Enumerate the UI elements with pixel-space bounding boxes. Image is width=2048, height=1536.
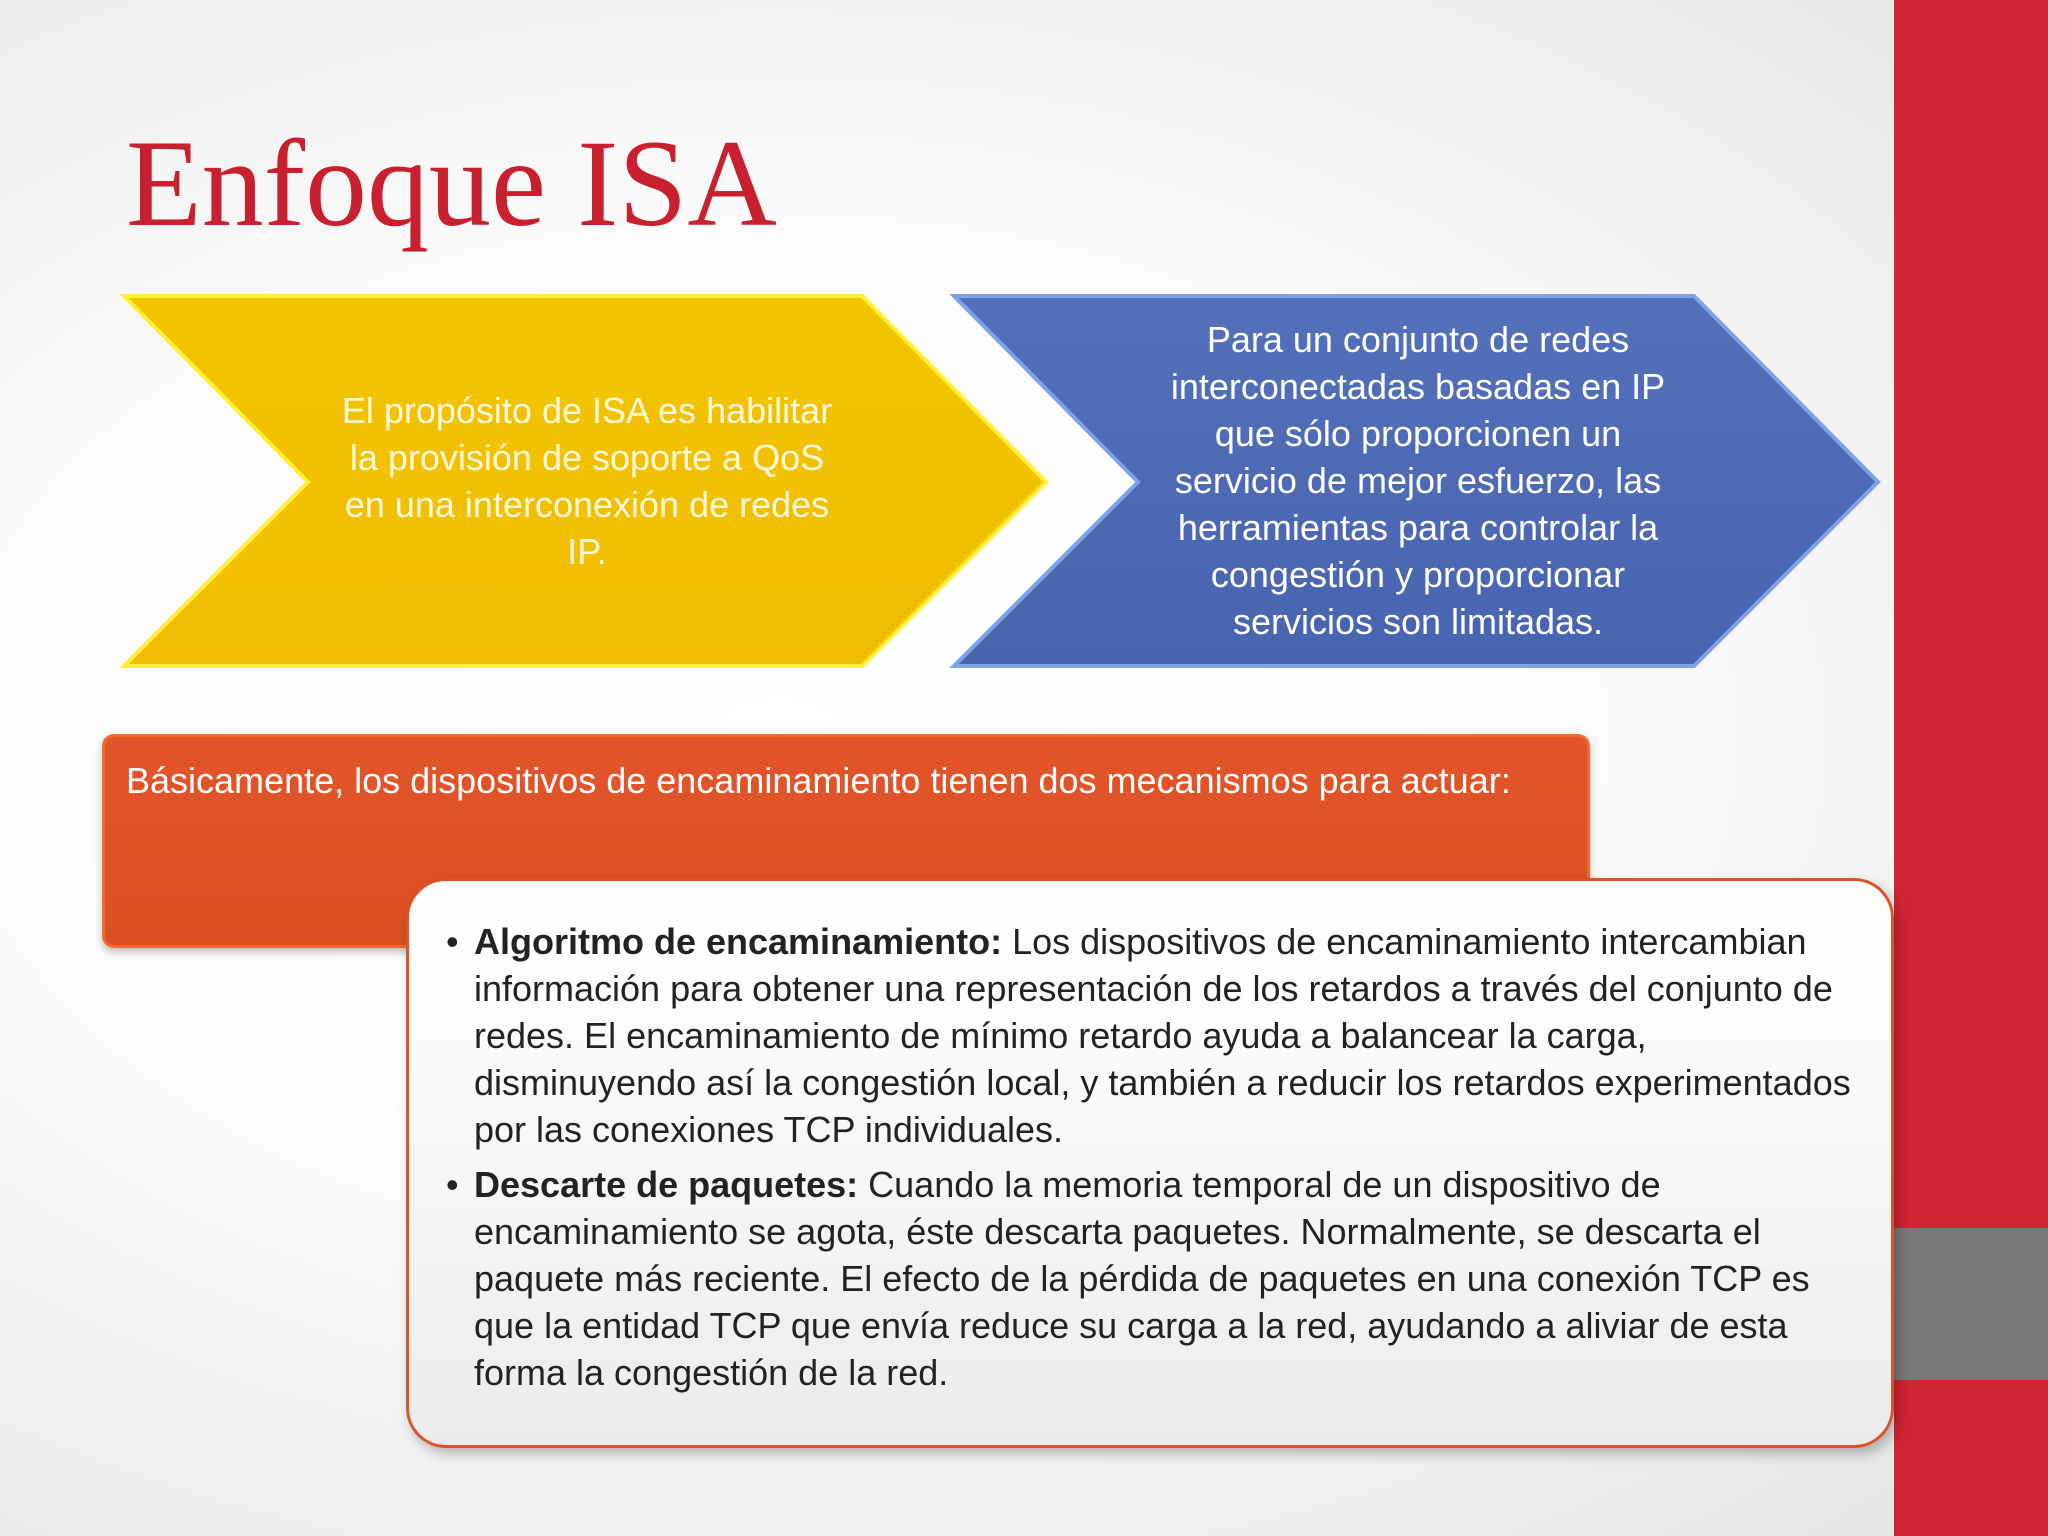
chevron-limitations-line: servicio de mejor esfuerzo, las bbox=[1174, 459, 1662, 501]
chevron-limitations-line: congestión y proporcionar bbox=[1210, 553, 1626, 595]
chevron-purpose-line: en una interconexión de redes bbox=[344, 484, 830, 525]
mechanism-description: Cuando la memoria temporal de un dispositivo de encaminamiento se agota, éste descarta paquetes. Normalmente, se descarta el paquete más reciente. El efecto de la pérdida de paquetes en una conexión TCP es que la entidad TCP que envía reduce su carga a la red, ayudando a aliviar de esta forma la congestión de la red. bbox=[474, 1164, 1810, 1393]
mechanism-term: Descarte de paquetes: bbox=[474, 1164, 859, 1205]
chevron-limitations-line: interconectadas basadas en IP bbox=[1170, 365, 1666, 407]
chevron-purpose-line: IP. bbox=[567, 531, 607, 572]
chevron-limitations-line: herramientas para controlar la bbox=[1177, 506, 1659, 548]
slide-title: Enfoque ISA bbox=[126, 115, 777, 252]
mechanisms-list bbox=[446, 918, 1866, 1404]
chevron-limitations-line: Para un conjunto de redes bbox=[1206, 318, 1630, 360]
chevron-purpose-text bbox=[312, 360, 862, 602]
mechanisms-intro: Básicamente, los dispositivos de encaminamiento tienen dos mecanismos para actuar: bbox=[126, 760, 1511, 801]
bullet-icon: • bbox=[446, 1164, 459, 1205]
chevron-limitations-text bbox=[1140, 310, 1696, 650]
chevron-purpose-line: la provisión de soporte a QoS bbox=[349, 437, 825, 478]
bullet-icon: • bbox=[446, 921, 459, 962]
mechanism-term: Algoritmo de encaminamiento: bbox=[474, 921, 1003, 962]
list-item bbox=[446, 918, 1866, 1153]
mechanism-description: Los dispositivos de encaminamiento intercambian información para obtener una representación de los retardos a través del conjunto de redes. El encaminamiento de mínimo retardo ayuda a balancear la carga, disminuyendo así la congestión local, y también a reducir los retardos experimentados por las conexiones TCP individuales. bbox=[474, 921, 1851, 1150]
list-item bbox=[446, 1161, 1866, 1396]
chevron-limitations-line: que sólo proporcionen un bbox=[1214, 412, 1622, 454]
chevron-purpose-line: El propósito de ISA es habilitar bbox=[341, 390, 833, 431]
chevron-limitations-line: servicios son limitadas. bbox=[1232, 600, 1604, 642]
